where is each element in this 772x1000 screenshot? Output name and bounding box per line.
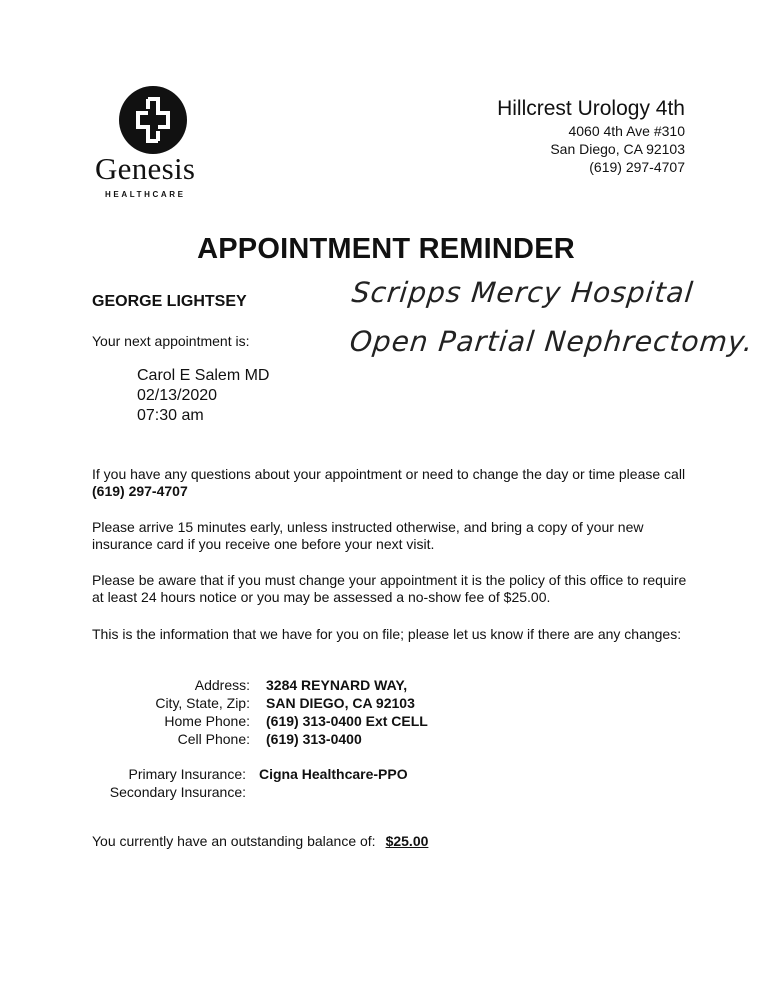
office-address-line1: 4060 4th Ave #310 (568, 123, 685, 139)
patient-name: GEORGE LIGHTSEY (92, 293, 247, 310)
logo-subtitle: HEALTHCARE (105, 190, 186, 199)
balance-label: You currently have an outstanding balance of: (92, 833, 376, 849)
address-label: Address: (194, 677, 250, 693)
questions-phone: (619) 297-4707 (92, 483, 188, 499)
logo-name: Genesis (95, 151, 196, 186)
genesis-cross-logo-icon (118, 85, 188, 155)
questions-text: If you have any questions about your appointment or need to change the day or time please call (92, 466, 686, 482)
city-state-zip-value: SAN DIEGO, CA 92103 (266, 695, 415, 711)
policy-paragraph: Please be aware that if you must change your appointment it is the policy of this office to require at least 24 hours notice or you may be assessed a no-show fee of $25.00. (92, 572, 687, 605)
primary-insurance-label: Primary Insurance: (128, 766, 246, 782)
questions-paragraph (92, 466, 692, 500)
primary-insurance-value: Cigna Healthcare-PPO (259, 766, 408, 782)
cell-phone-label: Cell Phone: (177, 731, 250, 747)
secondary-insurance-label: Secondary Insurance: (109, 784, 246, 800)
office-name: Hillcrest Urology 4th (497, 97, 685, 120)
handwritten-procedure-note: Open Partial Nephrectomy. (348, 325, 756, 358)
office-address-line2: San Diego, CA 92103 (550, 141, 685, 157)
document-title: APPOINTMENT REMINDER (197, 233, 575, 265)
next-appointment-label: Your next appointment is: (92, 333, 250, 349)
on-file-paragraph: This is the information that we have for you on file; please let us know if there are any changes: (92, 626, 682, 642)
arrive-paragraph: Please arrive 15 minutes early, unless instructed otherwise, and bring a copy of your new insurance card if you receive one before your next visit. (92, 519, 644, 552)
handwritten-hospital-note: Scripps Mercy Hospital (350, 276, 696, 309)
appointment-details (137, 366, 269, 426)
cell-phone-value: (619) 313-0400 (266, 731, 362, 747)
balance-line (92, 833, 428, 849)
office-phone: (619) 297-4707 (589, 159, 685, 175)
appointment-time: 07:30 am (137, 407, 204, 424)
appointment-date: 02/13/2020 (137, 387, 218, 404)
appointment-doctor: Carol E Salem MD (137, 367, 270, 384)
city-state-zip-label: City, State, Zip: (155, 695, 250, 711)
office-header (497, 96, 685, 176)
balance-amount: $25.00 (385, 833, 429, 849)
home-phone-label: Home Phone: (164, 713, 250, 729)
address-value: 3284 REYNARD WAY, (266, 677, 408, 693)
home-phone-value: (619) 313-0400 Ext CELL (266, 713, 428, 729)
